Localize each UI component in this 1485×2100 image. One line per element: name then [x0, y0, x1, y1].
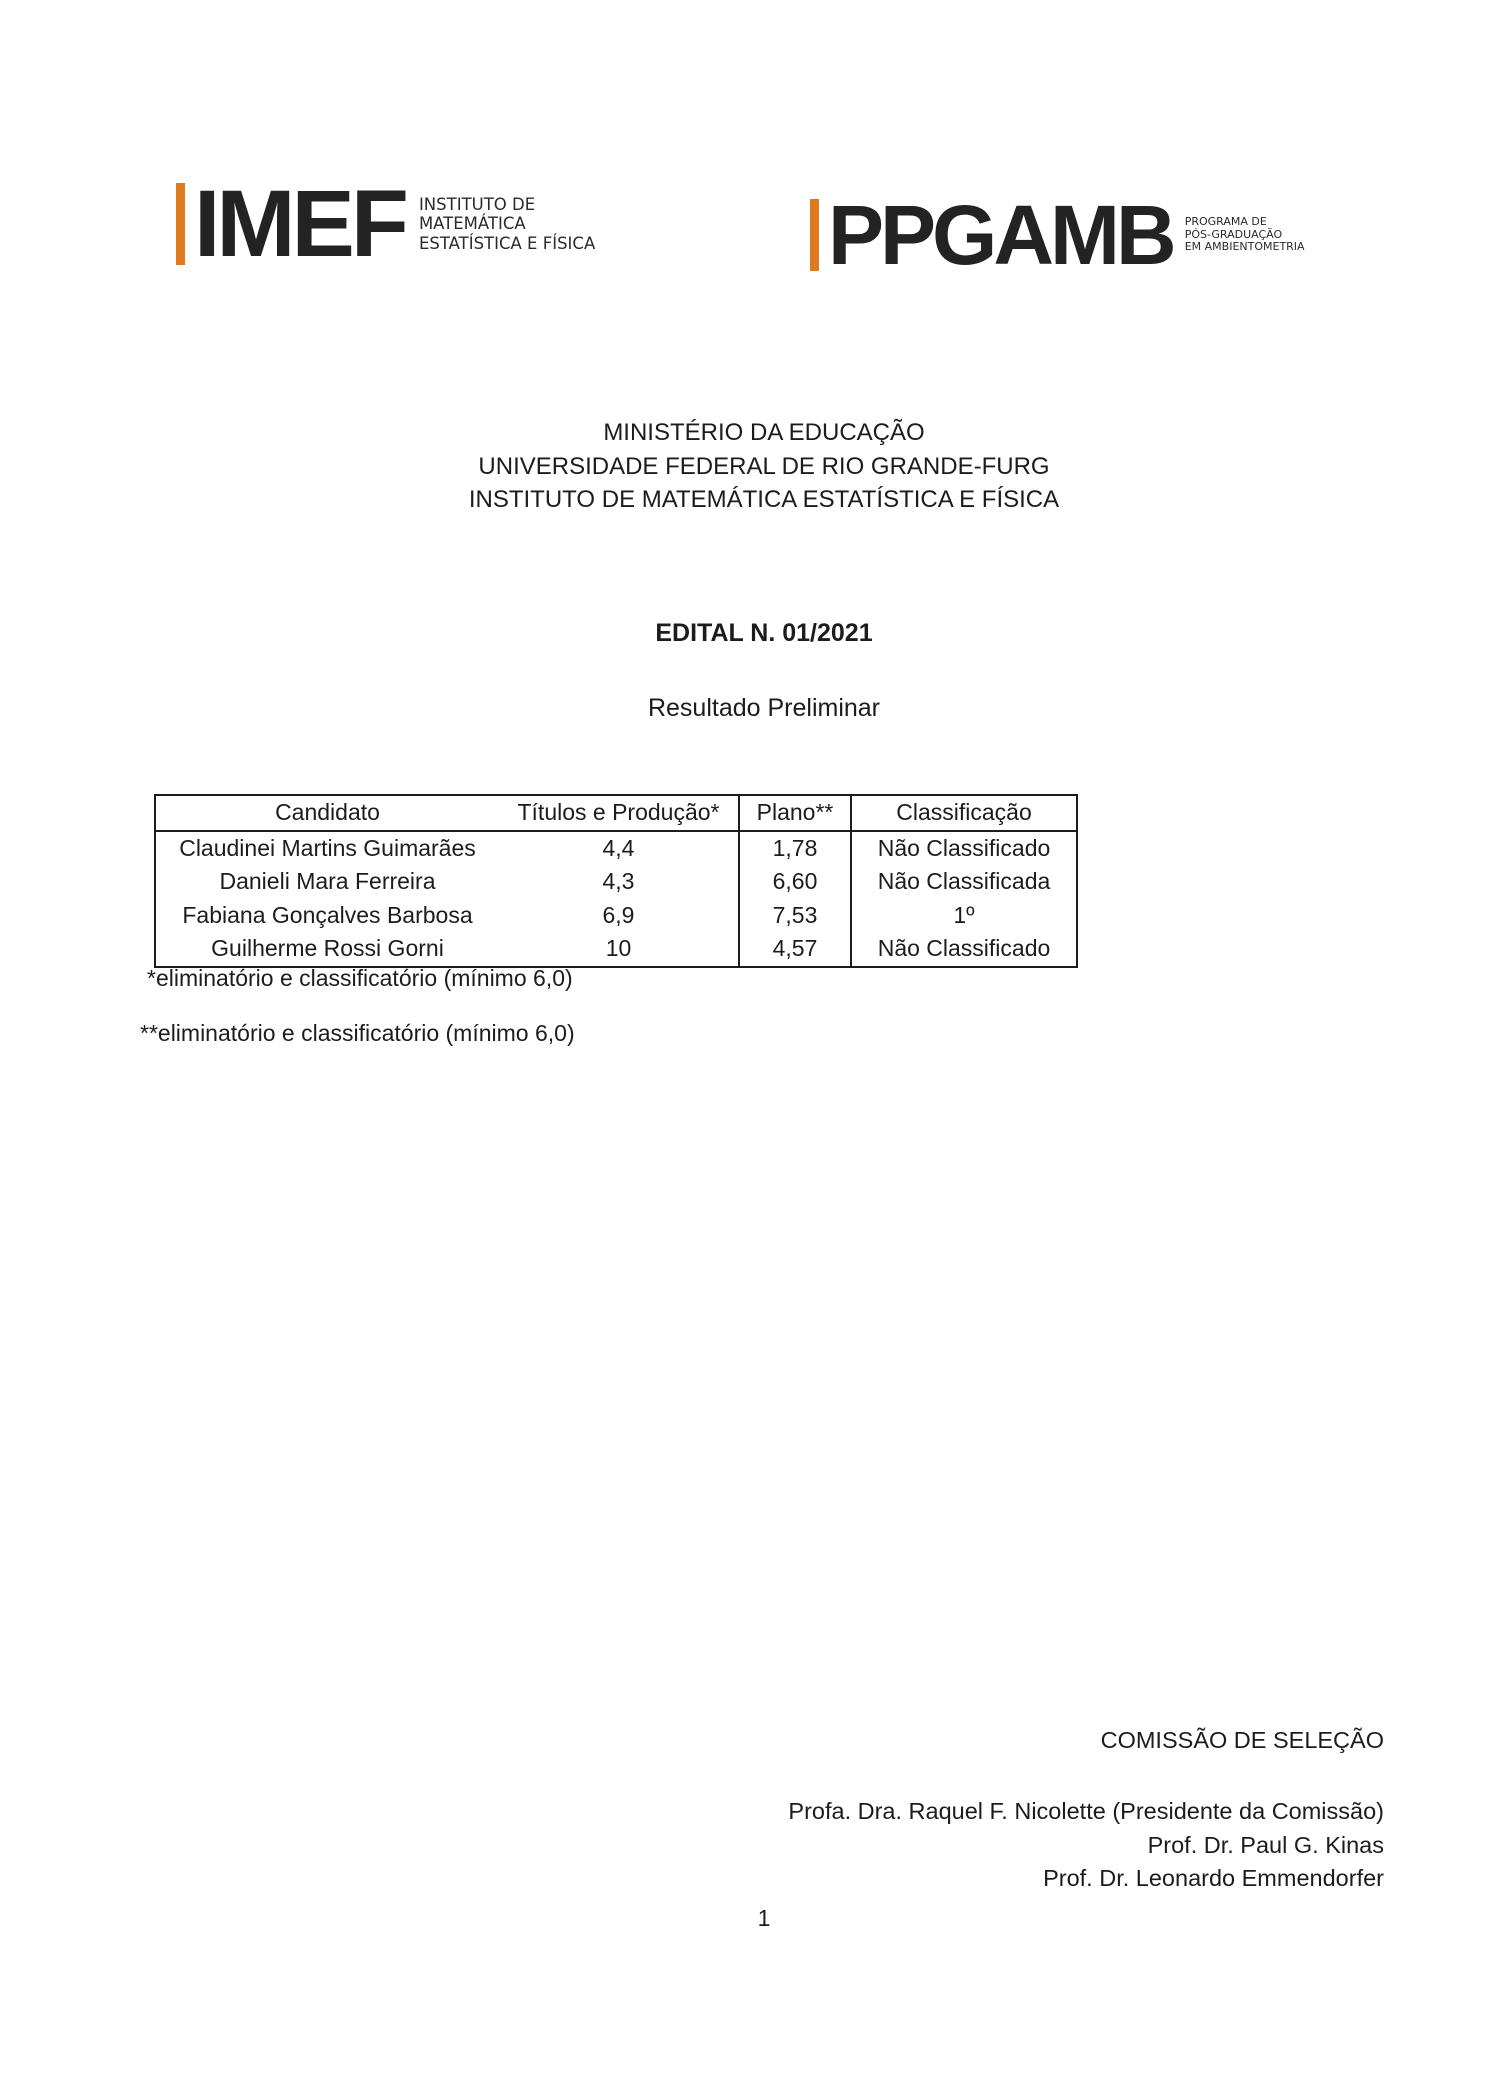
- committee-member: Prof. Dr. Leonardo Emmendorfer: [1043, 1865, 1384, 1891]
- cell-classification: Não Classificado: [851, 932, 1077, 967]
- table-row: [155, 932, 1077, 967]
- cell-classification: Não Classificado: [851, 831, 1077, 866]
- imef-logo-subtitle: [419, 195, 595, 253]
- page-number: 1: [757, 1905, 771, 1931]
- committee-members: [788, 1795, 1384, 1896]
- cell-titles: 4,3: [602, 868, 635, 894]
- committee-member: Prof. Dr. Paul G. Kinas: [1147, 1831, 1384, 1858]
- institute-line: INSTITUTO DE MATEMÁTICA ESTATÍSTICA E FÍSICA: [468, 486, 1060, 513]
- column-header-titles: Títulos e Produção*: [499, 795, 739, 831]
- imef-logo: [176, 170, 596, 277]
- cell-classification: Não Classificada: [851, 865, 1077, 899]
- imef-logo-subtitle-line: ESTATÍSTICA E FÍSICA: [418, 233, 596, 253]
- cell-plan: 7,53: [739, 899, 851, 933]
- ppgamb-logo-accent-bar: [810, 199, 819, 271]
- ppgamb-logo: [810, 188, 1305, 282]
- column-header-classification: Classificação: [851, 795, 1077, 831]
- ppgamb-logo-subtitle: [1185, 216, 1305, 255]
- cell-plan: 4,57: [739, 932, 851, 967]
- ministry-line: MINISTÉRIO DA EDUCAÇÃO: [603, 419, 925, 446]
- university-line: UNIVERSIDADE FEDERAL DE RIO GRANDE-FURG: [478, 452, 1050, 480]
- table-row: [155, 831, 1077, 866]
- institution-header: [0, 416, 1485, 517]
- cell-candidate: Claudinei Martins Guimarães: [179, 834, 476, 861]
- ppgamb-logo-subtitle-line: EM AMBIENTOMETRIA: [1184, 240, 1305, 254]
- edital-title: EDITAL N. 01/2021: [655, 619, 873, 647]
- cell-plan: 1,78: [739, 831, 851, 866]
- imef-logo-wordmark: IMEF: [194, 170, 405, 277]
- imef-logo-accent-bar: [176, 183, 185, 265]
- results-table: [154, 794, 1078, 968]
- imef-logo-subtitle-line: MATEMÁTICA: [418, 214, 526, 234]
- footnote-plan: **eliminatório e classificatório (mínimo 6,0): [140, 1020, 575, 1046]
- imef-logo-subtitle-line: INSTITUTO DE: [418, 194, 536, 214]
- cell-titles: 6,9: [602, 901, 635, 928]
- column-header-candidate: Candidato: [155, 795, 499, 831]
- table-row: [155, 899, 1077, 933]
- cell-classification: 1º: [851, 899, 1077, 933]
- table-header-row: [155, 795, 1077, 831]
- cell-titles: 10: [605, 935, 632, 961]
- edital-subtitle: Resultado Preliminar: [647, 694, 881, 722]
- ppgamb-logo-subtitle-line: PÓS-GRADUAÇÃO: [1184, 227, 1283, 241]
- footnote-titles: *eliminatório e classificatório (mínimo 6,0): [147, 965, 573, 991]
- cell-candidate: Guilherme Rossi Gorni: [211, 935, 444, 961]
- column-header-plan: Plano**: [739, 795, 851, 831]
- cell-candidate: Fabiana Gonçalves Barbosa: [182, 901, 473, 928]
- ppgamb-logo-subtitle-line: PROGRAMA DE: [1184, 214, 1267, 228]
- cell-plan: 6,60: [739, 865, 851, 899]
- cell-titles: 4,4: [602, 834, 635, 861]
- cell-candidate: Danieli Mara Ferreira: [219, 868, 436, 894]
- committee-title: COMISSÃO DE SELEÇÃO: [1100, 1727, 1384, 1753]
- committee-member: Profa. Dra. Raquel F. Nicolette (Presidente da Comissão): [788, 1798, 1384, 1824]
- table-row: [155, 865, 1077, 899]
- ppgamb-logo-wordmark: PPGAMB: [828, 188, 1173, 282]
